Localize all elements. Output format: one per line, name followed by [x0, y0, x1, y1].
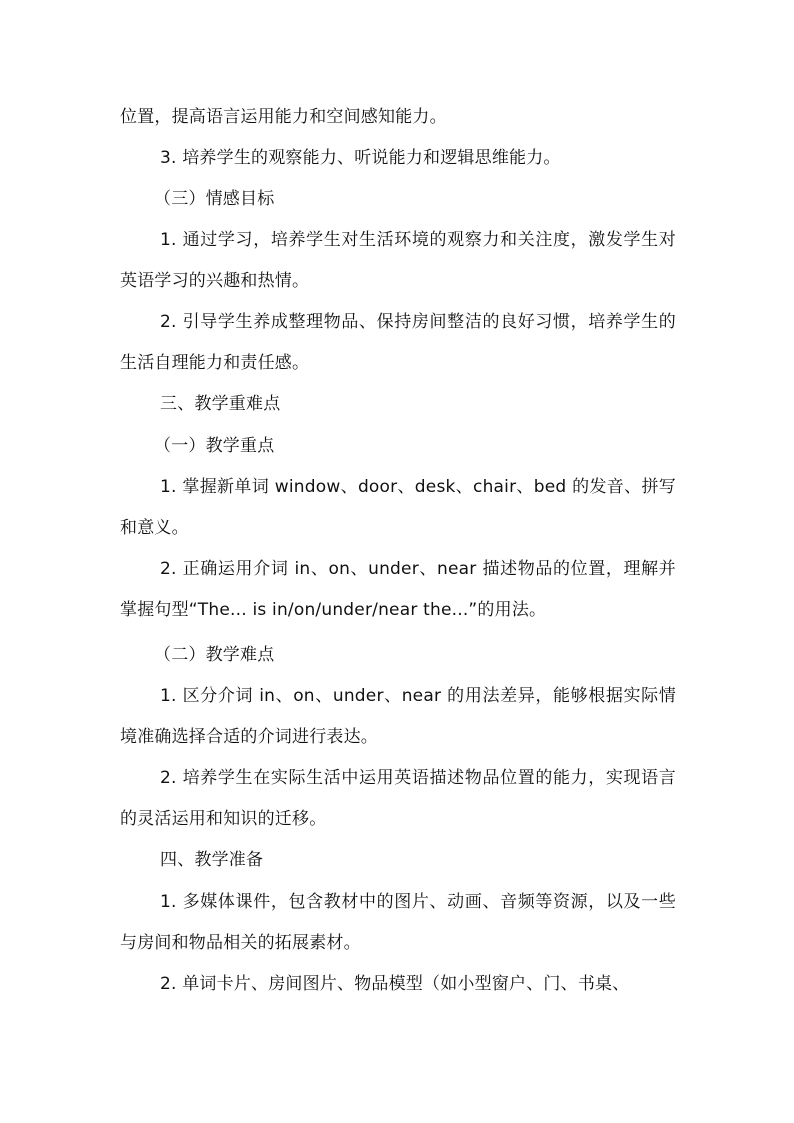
paragraph-preparation-1: 1. 多媒体课件，包含教材中的图片、动画、音频等资源，以及一些与房间和物品相关的拓展素材。	[120, 892, 676, 953]
paragraph-preparation-2: 2. 单词卡片、房间图片、物品模型（如小型窗户、门、书桌、	[160, 974, 630, 994]
paragraph-key-point-2: 2. 正确运用介词 in、on、under、near 描述物品的位置，理解并掌握句型“The... is in/on/under/near the...”的用法。	[120, 559, 676, 620]
paragraph-emotion-goal-1: 1. 通过学习，培养学生对生活环境的观察力和关注度，激发学生对英语学习的兴趣和热情。	[120, 230, 676, 291]
heading-teaching-preparation: 四、教学准备	[160, 850, 264, 870]
paragraph-skill-goal-3: 3. 培养学生的观察能力、听说能力和逻辑思维能力。	[160, 148, 561, 168]
heading-difficult-points: （二）教学难点	[154, 645, 275, 665]
heading-key-points: （一）教学重点	[154, 436, 275, 456]
paragraph-continuation: 位置，提高语言运用能力和空间感知能力。	[120, 107, 447, 127]
paragraph-emotion-goal-2: 2. 引导学生养成整理物品、保持房间整洁的良好习惯，培养学生的生活自理能力和责任感。	[120, 312, 676, 373]
paragraph-difficult-point-2: 2. 培养学生在实际生活中运用英语描述物品位置的能力，实现语言的灵活运用和知识的迁移。	[120, 768, 676, 829]
heading-key-difficult-points: 三、教学重难点	[160, 394, 281, 414]
heading-emotional-goals: （三）情感目标	[154, 189, 275, 209]
paragraph-difficult-point-1: 1. 区分介词 in、on、under、near 的用法差异，能够根据实际情境准确选择合适的介词进行表达。	[120, 686, 676, 747]
paragraph-key-point-1: 1. 掌握新单词 window、door、desk、chair、bed 的发音、拼写和意义。	[120, 477, 676, 538]
